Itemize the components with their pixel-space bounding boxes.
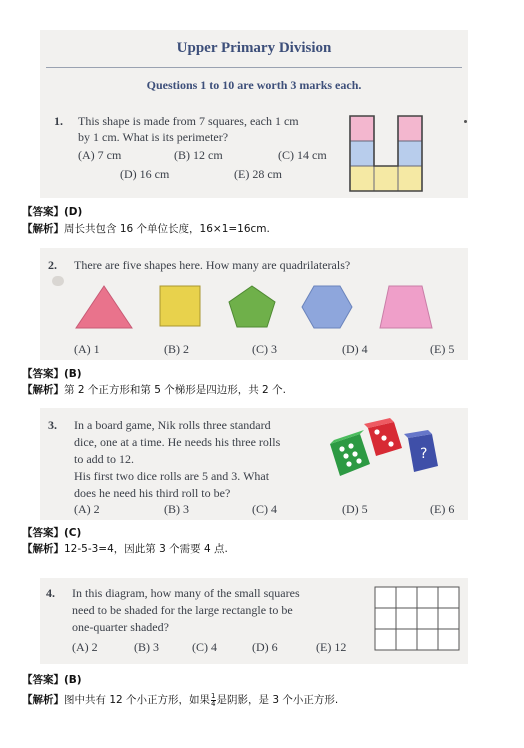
fraction-numerator: 1 xyxy=(211,691,216,700)
question-text: one-quarter shaded? xyxy=(72,620,169,634)
dot-mark xyxy=(464,120,467,123)
analysis-text: 12-5-3=4，因此第 3 个需要 4 点. xyxy=(64,543,228,555)
question-1-scan xyxy=(40,30,468,198)
blue-die-icon xyxy=(404,430,438,472)
trapezoid-shape xyxy=(380,286,432,328)
answer-3: 【答案】(C) xyxy=(22,527,82,539)
question-text: His first two dice rolls are 5 and 3. What xyxy=(74,469,270,483)
question-2-scan xyxy=(40,248,468,360)
pentagon-shape xyxy=(229,286,275,327)
analysis-4 xyxy=(22,692,338,708)
question-text: In this diagram, how many of the small squares xyxy=(72,586,300,600)
green-die-icon xyxy=(330,430,370,476)
question-number: 2. xyxy=(48,258,57,272)
answer-4: 【答案】(B) xyxy=(22,674,82,686)
option-d: (D) 6 xyxy=(252,640,278,654)
option-d: (D) 16 cm xyxy=(120,167,170,181)
fraction xyxy=(211,693,215,708)
option-c: (C) 3 xyxy=(252,342,277,356)
option-b: (B) 2 xyxy=(164,342,189,356)
page-title: Upper Primary Division xyxy=(176,40,332,56)
question-text: There are five shapes here. How many are quadrilaterals? xyxy=(74,258,351,272)
red-die-icon xyxy=(364,418,402,456)
option-b: (B) 3 xyxy=(134,640,159,654)
analysis-label: 【解析】 xyxy=(22,223,64,235)
option-d: (D) 4 xyxy=(342,342,368,356)
analysis-label: 【解析】 xyxy=(22,543,64,555)
u-shape-figure xyxy=(348,114,428,194)
analysis-text: 周长共包含 16 个单位长度，16×1=16cm. xyxy=(64,223,270,235)
square-shape xyxy=(160,286,200,326)
analysis-text: 第 2 个正方形和第 5 个梯形是四边形，共 2 个. xyxy=(64,384,286,396)
option-e: (E) 12 xyxy=(316,640,347,654)
analysis-label: 【解析】 xyxy=(22,694,64,706)
question-text: dice, one at a time. He needs his three rolls xyxy=(74,435,281,449)
analysis-label: 【解析】 xyxy=(22,384,64,396)
fraction-denominator: 4 xyxy=(211,699,216,708)
analysis-1 xyxy=(22,221,270,236)
question-text: need to be shaded for the large rectangle to be xyxy=(72,603,293,617)
option-e: (E) 5 xyxy=(430,342,455,356)
option-e: (E) 28 cm xyxy=(234,167,282,181)
dice-figure xyxy=(324,416,454,496)
question-number: 1. xyxy=(54,114,63,128)
grid-diagram xyxy=(374,586,460,652)
question-3-scan xyxy=(40,408,468,520)
option-c: (C) 14 cm xyxy=(278,148,327,162)
triangle-shape xyxy=(76,286,132,328)
hexagon-shape xyxy=(302,286,352,328)
option-c: (C) 4 xyxy=(252,502,277,516)
answer-1: 【答案】(D) xyxy=(22,206,83,218)
question-4-scan xyxy=(40,578,468,664)
question-number: 3. xyxy=(48,418,57,432)
option-a: (A) 2 xyxy=(74,502,100,516)
header-rule xyxy=(46,67,462,68)
question-text: does he need his third roll to be? xyxy=(74,486,231,500)
option-e: (E) 6 xyxy=(430,502,455,516)
option-b: (B) 3 xyxy=(164,502,189,516)
question-text: In a board game, Nik rolls three standard xyxy=(74,418,271,432)
question-number: 4. xyxy=(46,586,55,600)
answer-2: 【答案】(B) xyxy=(22,368,82,380)
question-text: This shape is made from 7 squares, each 1 cm xyxy=(78,114,299,128)
analysis-text-post: 是阴影，是 3 个小正方形. xyxy=(216,694,339,706)
smudge xyxy=(52,276,64,286)
option-a: (A) 7 cm xyxy=(78,148,122,162)
question-text: to add to 12. xyxy=(74,452,134,466)
question-text: by 1 cm. What is its perimeter? xyxy=(78,130,229,144)
shapes-row xyxy=(70,282,470,332)
option-a: (A) 2 xyxy=(72,640,98,654)
section-subtitle: Questions 1 to 10 are worth 3 marks each. xyxy=(146,78,362,92)
svg-text:?: ? xyxy=(420,446,428,462)
analysis-2 xyxy=(22,382,286,397)
option-b: (B) 12 cm xyxy=(174,148,223,162)
option-a: (A) 1 xyxy=(74,342,100,356)
analysis-3 xyxy=(22,541,228,556)
analysis-text-pre: 图中共有 12 个小正方形，如果 xyxy=(64,694,211,706)
option-d: (D) 5 xyxy=(342,502,368,516)
option-c: (C) 4 xyxy=(192,640,217,654)
